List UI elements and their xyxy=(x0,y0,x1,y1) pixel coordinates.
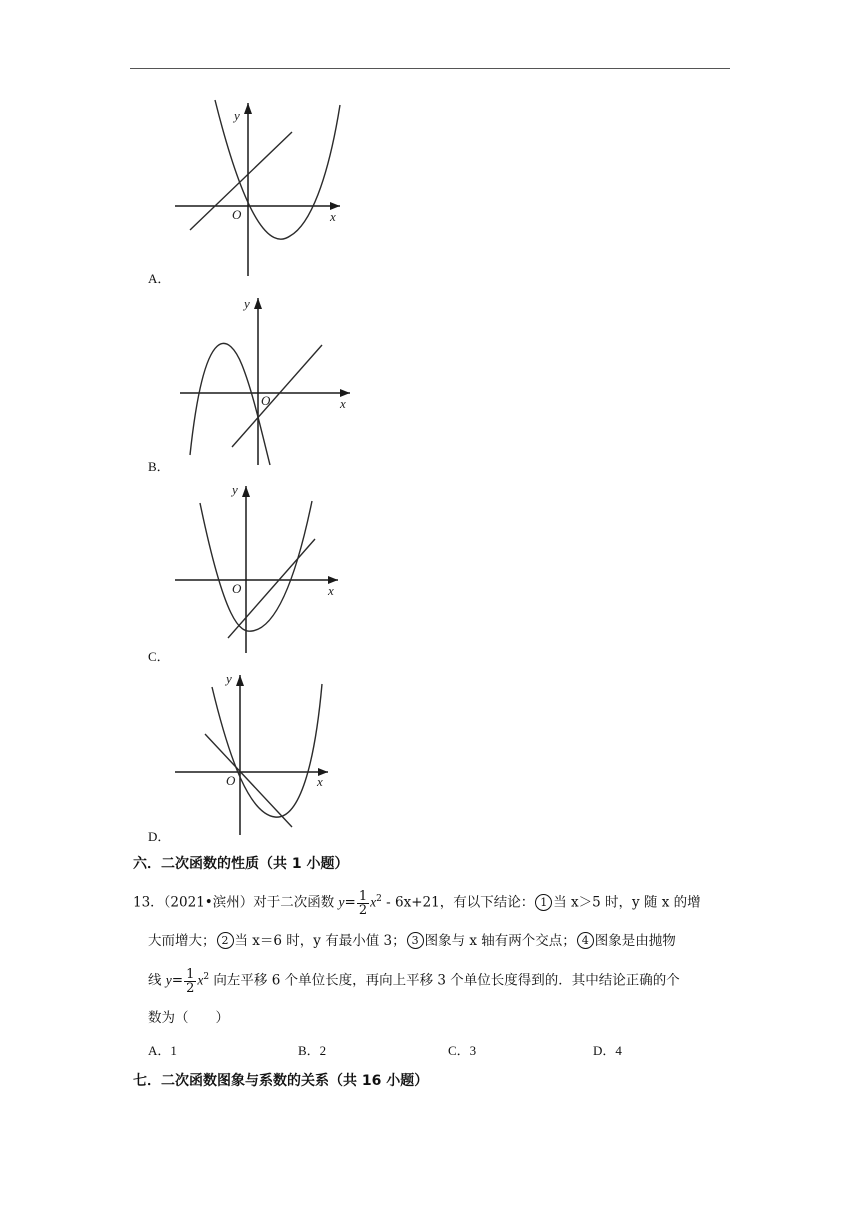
origin-label: O xyxy=(232,207,242,222)
choice-c[interactable]: C．3 xyxy=(448,1043,477,1058)
answer-choices xyxy=(148,1040,708,1060)
var-x: x xyxy=(370,894,377,910)
conclusion-3-text: 图象与 x 轴有两个交点； xyxy=(424,933,576,949)
var-x: x xyxy=(197,972,204,988)
fraction-denominator: 2 xyxy=(186,980,195,996)
y-axis-label: y xyxy=(234,108,240,123)
question-13-line-2 xyxy=(148,931,676,951)
fraction-half xyxy=(184,968,196,995)
question-13-line-3 xyxy=(148,967,680,995)
graph-option-a xyxy=(170,100,360,275)
option-b-label: B． xyxy=(148,459,170,474)
origin-label: O xyxy=(226,773,236,788)
question-13-line-1 xyxy=(133,889,701,917)
x-axis-label: x xyxy=(340,396,346,411)
circled-1: 1 xyxy=(535,894,552,911)
option-c-label: C． xyxy=(148,649,170,664)
equals: = xyxy=(344,894,356,911)
fraction-half xyxy=(357,890,369,917)
choice-d[interactable]: D．4 xyxy=(593,1043,622,1058)
fraction-denominator: 2 xyxy=(358,902,368,918)
y-axis-label: y xyxy=(244,296,250,311)
y-axis-label: y xyxy=(226,671,232,686)
option-a-label: A． xyxy=(148,271,171,286)
circled-4: 4 xyxy=(577,932,594,949)
origin-label: O xyxy=(232,581,242,596)
x-axis-label: x xyxy=(330,209,336,224)
line3-start: 线 xyxy=(148,972,166,989)
option-d-label: D． xyxy=(148,829,171,844)
fraction-numerator: 1 xyxy=(358,888,368,904)
graph-option-b xyxy=(170,295,360,470)
graph-option-c xyxy=(170,483,360,658)
question-13-line-4: 数为（ ） xyxy=(148,1010,229,1026)
circled-2: 2 xyxy=(217,932,234,949)
choice-b[interactable]: B．2 xyxy=(298,1043,327,1058)
conclusion-4-text: 图象是由抛物 xyxy=(594,933,676,949)
choice-a[interactable]: A．1 xyxy=(148,1043,177,1058)
equation-tail: - 6x+21，有以下结论： xyxy=(381,894,535,911)
conclusion-2-text: 当 x＝6 时，y 有最小值 3； xyxy=(234,933,406,949)
x-axis-label: x xyxy=(328,583,334,598)
header-rule xyxy=(130,68,730,69)
y-axis-label: y xyxy=(232,482,238,497)
section-heading-7: 七．二次函数图象与系数的关系（共 16 小题） xyxy=(133,1073,429,1089)
line3-rest: 向左平移 6 个单位长度，再向上平移 3 个单位长度得到的．其中结论正确的个 xyxy=(209,972,680,989)
conclusion-1-text: 当 x＞5 时，y 随 x 的增 xyxy=(553,894,701,911)
question-prefix: 13．（2021•滨州）对于二次函数 xyxy=(133,894,339,911)
var-y: y xyxy=(165,972,172,988)
exponent: 2 xyxy=(203,972,210,982)
section-heading-6: 六．二次函数的性质（共 1 小题） xyxy=(133,856,349,872)
var-y: y xyxy=(338,894,345,910)
equals: = xyxy=(171,972,184,989)
line2-start: 大而增大； xyxy=(148,933,216,949)
circled-3: 3 xyxy=(407,932,424,949)
x-axis-label: x xyxy=(317,774,323,789)
graph-option-d xyxy=(170,672,360,847)
fraction-numerator: 1 xyxy=(186,966,195,982)
origin-label: O xyxy=(261,393,271,408)
exponent: 2 xyxy=(376,894,382,904)
